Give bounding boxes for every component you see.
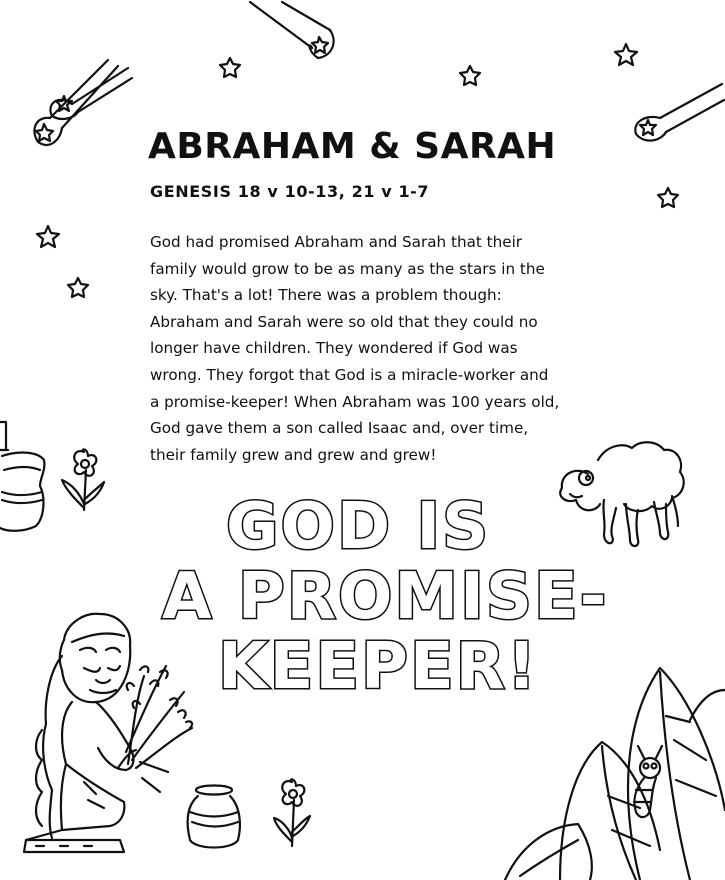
star-icon (68, 278, 88, 297)
shooting-star-icon (250, 2, 334, 58)
flower-icon (62, 449, 104, 510)
star-icon (615, 44, 637, 65)
motto-line-3: KEEPER! (218, 630, 539, 704)
flower-icon (274, 779, 310, 846)
motto-line-2: A PROMISE- (162, 560, 609, 634)
star-icon (658, 188, 678, 207)
clay-jar-icon (0, 422, 44, 531)
motto-heading (150, 490, 630, 720)
scripture-reference: GENESIS 18 v 10-13, 21 v 1-7 (150, 182, 430, 201)
star-icon (37, 226, 59, 247)
page-title: ABRAHAM & SARAH (148, 126, 557, 167)
story-text: God had promised Abraham and Sarah that their family would grow to be as many as the stars in the sky. That's a lot! There was a problem though: Abraham and Sarah were so old that they could no longer have children. They wondered if God was wrong. They forgot that God is a miracle-worker and a promise-keeper! When Abraham was 100 years old, God gave them a son called Isaac and, over time, their family grew and grew and grew! (150, 233, 560, 464)
sarah-figure (24, 614, 136, 852)
shooting-star-icon (635, 84, 724, 141)
star-icon (460, 66, 480, 85)
star-icon (220, 58, 240, 77)
motto-line-1: GOD IS (226, 490, 491, 564)
clay-jar-icon (188, 786, 240, 848)
